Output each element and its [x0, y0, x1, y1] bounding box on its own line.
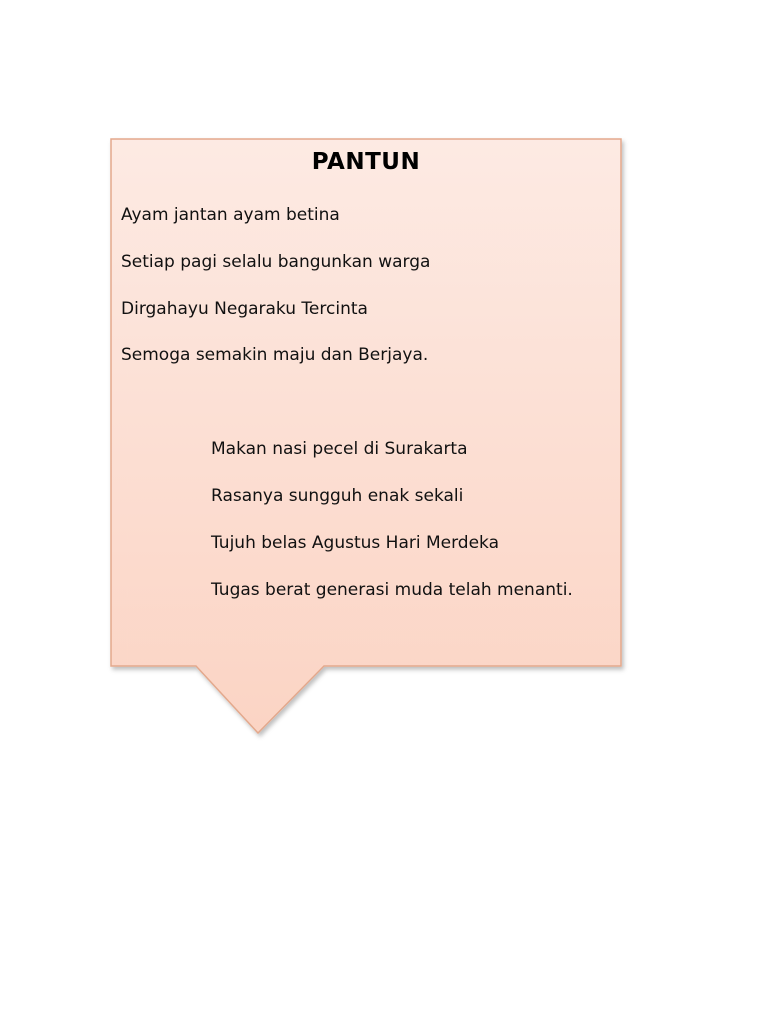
stanza-one-line-1: Ayam jantan ayam betina — [121, 205, 340, 225]
stanza-two-line-2: Rasanya sungguh enak sekali — [211, 486, 464, 506]
stanza-two-line-4: Tugas berat generasi muda telah menanti. — [211, 580, 573, 600]
callout-box — [111, 139, 621, 666]
stanza-one-line-4: Semoga semakin maju dan Berjaya. — [121, 345, 429, 365]
stanza-one-line-2: Setiap pagi selalu bangunkan warga — [121, 252, 431, 272]
stanza-one-line-3: Dirgahayu Negaraku Tercinta — [121, 299, 368, 319]
stanza-two-line-1: Makan nasi pecel di Surakarta — [211, 439, 468, 459]
stanza-two-line-3: Tujuh belas Agustus Hari Merdeka — [211, 533, 500, 553]
page-title: PANTUN — [311, 149, 421, 175]
